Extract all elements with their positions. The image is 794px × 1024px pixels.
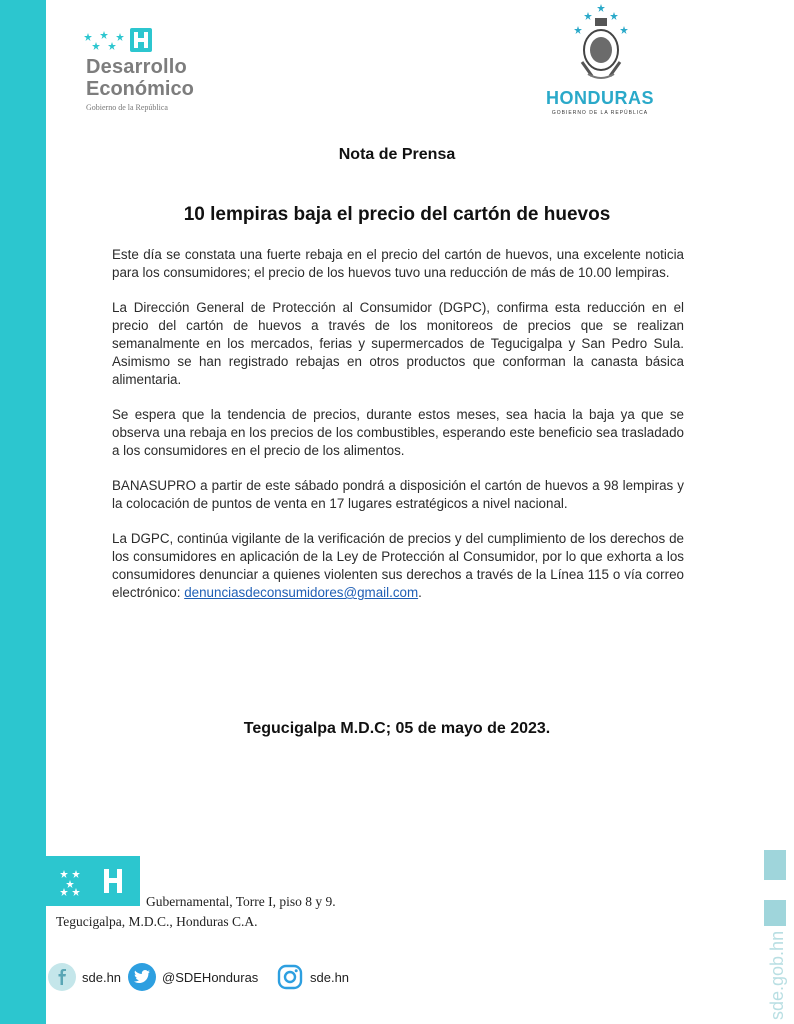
- address-line2: Tegucigalpa, M.D.C., Honduras C.A.: [56, 914, 258, 929]
- honduras-logo: [538, 4, 662, 116]
- press-body: [112, 246, 684, 619]
- footer-stars-h-icon: [46, 856, 140, 906]
- facebook-icon: [48, 963, 76, 991]
- dateline: Tegucigalpa M.D.C; 05 de mayo de 2023.: [243, 720, 551, 737]
- instagram-handle: sde.hn: [310, 969, 350, 985]
- address-line1: Gubernamental, Torre I, piso 8 y 9.: [146, 894, 336, 909]
- logo-subtitle: Gobierno de la República: [86, 103, 168, 112]
- footer-logo: [46, 856, 140, 906]
- h-letter-icon: [130, 28, 152, 52]
- facebook-link[interactable]: [48, 962, 121, 992]
- coat-of-arms-icon: [568, 4, 634, 82]
- facebook-handle: sde.hn: [82, 969, 122, 985]
- country-name: HONDURAS: [545, 88, 654, 108]
- paragraph: Este día se constata una fuerte rebaja en el precio del cartón de huevos, una excelente noticia para los consumidores; el precio de los huevos tuvo una reducción de más de 10.00 lempiras.: [112, 247, 684, 280]
- paragraph: BANASUPRO a partir de este sábado pondrá a disposición el cartón de huevos a 98 lempiras y la colocación de puntos de venta en 17 lugares estratégicos a nivel nacional.: [112, 478, 684, 511]
- paragraph: La Dirección General de Protección al Consumidor (DGPC), confirma esta reducción en el precio del cartón de huevos a través de los monitoreos de precios que se realizan semanalmente en los mercados, ferias y supermercados de Tegucigalpa y San Pedro Sula. Asimismo se han registrado rebajas en otros productos que conforman la canasta básica alimentaria.: [112, 300, 684, 387]
- twitter-handle: @SDEHonduras: [162, 969, 259, 985]
- twitter-link[interactable]: [128, 962, 258, 992]
- press-headline: 10 lempiras baja el precio del cartón de huevos: [183, 204, 611, 225]
- twitter-icon: [128, 963, 156, 991]
- logo-title-line2: Económico: [86, 78, 194, 100]
- paragraph-contact: [112, 530, 684, 602]
- website-url[interactable]: sde.gob.hn: [767, 930, 787, 1020]
- paragraph: Se espera que la tendencia de precios, durante estos meses, sea hacia la baja ya que se observa una rebaja en los precios de los combustibles, esperando este beneficio sea trasladado a los consumidores en el precio de los alimentos.: [112, 407, 684, 458]
- instagram-link[interactable]: [276, 962, 349, 992]
- desarrollo-economico-logo: [84, 26, 214, 116]
- country-subtitle: GOBIERNO DE LA REPÚBLICA: [551, 110, 649, 116]
- stars-icon: [84, 30, 124, 52]
- document-label: Nota de Prensa: [338, 146, 456, 163]
- email-link[interactable]: denunciasdeconsumidores@gmail.com: [184, 585, 419, 600]
- logo-title-line1: Desarrollo: [86, 56, 187, 78]
- instagram-icon: [276, 963, 304, 991]
- email-suffix: .: [418, 585, 422, 600]
- contact-text: La DGPC, continúa vigilante de la verificación de precios y del cumplimiento de los derechos de los consumidores en aplicación de la Ley de Protección al Consumidor, por lo que exhorta a los consumidores denunciar a quienes violenten sus derechos a través de la Línea 115 o vía correo electrónico:: [112, 531, 684, 600]
